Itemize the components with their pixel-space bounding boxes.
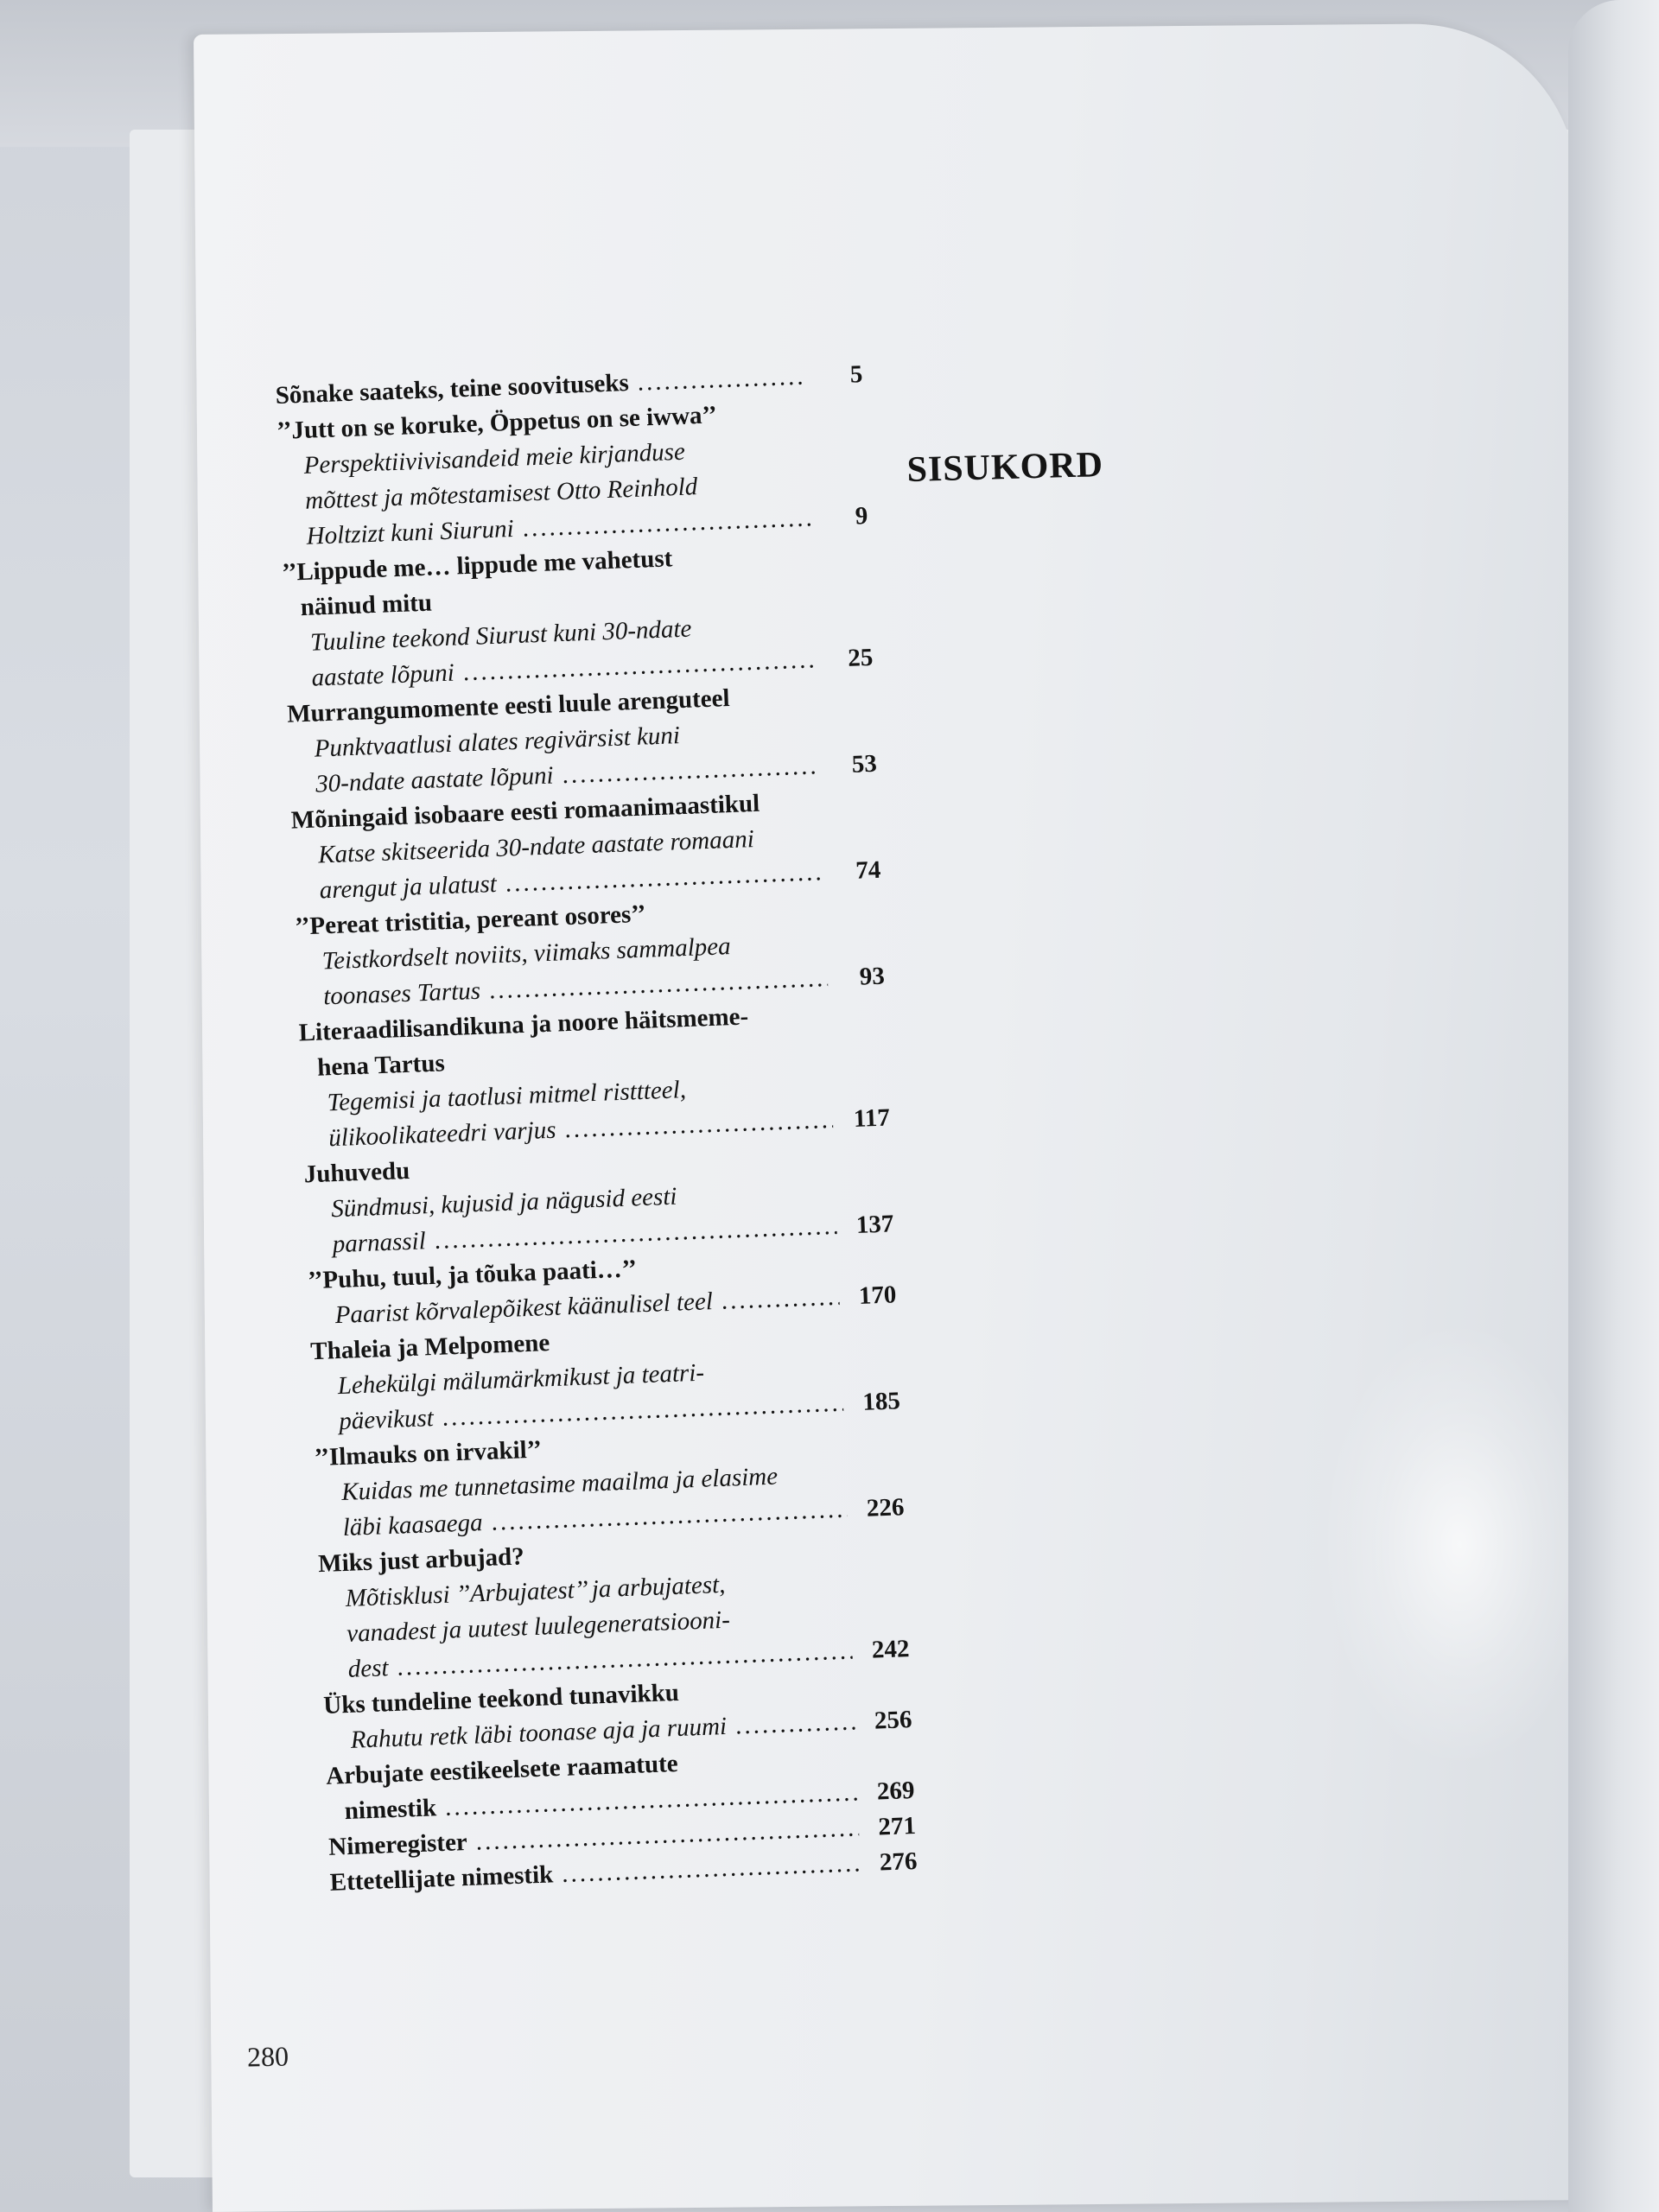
toc-entry: [314, 1419, 905, 1547]
toc-page-number: 25: [847, 643, 874, 672]
toc-title: ’’Ilmauks on irvakil’’: [314, 1435, 543, 1472]
toc-subtitle: parnassil: [332, 1227, 427, 1259]
toc-subtitle: Perspektiivivisandeid meie kirjanduse: [303, 437, 686, 480]
toc-page-number: 53: [851, 749, 878, 779]
toc-title: ’’Jutt on se koruke, Öppetus on se iwwa’’: [276, 401, 718, 445]
toc-entry: [298, 995, 891, 1158]
toc-page-number: 226: [866, 1493, 905, 1522]
toc-subtitle: Holtzizt kuni Siuruni: [306, 514, 515, 550]
dot-leader: [734, 1704, 855, 1744]
toc-entry: [303, 1135, 894, 1263]
toc-page-number: 93: [859, 962, 886, 991]
toc-page-number: 256: [874, 1706, 912, 1735]
toc-subtitle: Paarist kõrvalepõikest käänulisel teel: [334, 1287, 714, 1330]
toc-entry: [276, 392, 869, 556]
toc-subtitle: Rahutu retk läbi toonase aja ja ruumi: [350, 1712, 728, 1754]
toc-subtitle: Punktvaatlusi alates regivärsist kuni: [314, 721, 681, 763]
toc-page-number: 5: [849, 360, 863, 389]
toc-page-number: 276: [879, 1847, 918, 1877]
toc-subtitle: läbi kaasaega: [342, 1509, 484, 1541]
toc-page-number: 271: [877, 1811, 917, 1841]
toc-entry: [295, 888, 886, 1016]
facing-page-edge: [1568, 0, 1659, 2212]
toc-page-number: 117: [853, 1103, 891, 1134]
toc-subtitle: Mõtisklusi ’’Arbujatest’’ ja arbujatest,: [345, 1570, 726, 1612]
toc-title: Ettetellijate nimestik: [329, 1860, 554, 1897]
toc-title: nimestik: [344, 1794, 437, 1826]
toc-title: Mõningaid isobaare eesti romaanimaastikul: [290, 789, 760, 835]
toc-subtitle: Kuidas me tunnetasime maailma ja elasime: [340, 1462, 779, 1507]
dot-leader: [721, 1280, 840, 1319]
toc-subtitle: arengut ja ulatust: [319, 869, 498, 905]
toc-subtitle: päevikust: [338, 1404, 435, 1436]
light-glare: [1319, 1319, 1600, 1770]
toc-entry: [290, 782, 881, 910]
toc-subtitle: Tuuline teekond Siurust kuni 30-ndate: [309, 614, 692, 657]
toc-title: ’’Lippude me… lippude me vahetust: [281, 544, 673, 587]
toc-title: Juhuvedu: [303, 1156, 410, 1189]
toc-title: Miks just arbujad?: [317, 1542, 525, 1579]
toc-title: hena Tartus: [316, 1049, 446, 1082]
page-title: SISUKORD: [906, 445, 1104, 490]
toc-entry: [282, 534, 874, 697]
toc-subtitle: Teistkordselt noviits, viimaks sammalpea: [321, 932, 732, 976]
toc-title: Arbujate eestikeelsete raamatute: [325, 1749, 679, 1790]
toc-entry: [318, 1525, 911, 1688]
toc-title: Sõnake saateks, teine soovituseks: [275, 368, 630, 410]
toc-title: Thaleia ja Melpomene: [309, 1329, 550, 1366]
toc-page-number: 269: [876, 1776, 915, 1806]
toc-title: Nimeregister: [327, 1827, 468, 1861]
toc-subtitle: aastate lõpuni: [311, 658, 455, 692]
toc-entry: [310, 1313, 901, 1440]
toc-subtitle: toonases Tartus: [322, 976, 481, 1011]
toc-page-number: 170: [858, 1281, 897, 1310]
toc-subtitle: dest: [347, 1654, 390, 1683]
page-number: 280: [246, 2040, 289, 2073]
toc-subtitle: ülikoolikateedri varjus: [327, 1116, 557, 1153]
toc-title: Literaadilisandikuna ja noore häitsmeme-: [298, 1002, 749, 1047]
toc-subtitle: Lehekülgi mälumärkmikust ja teatri-: [337, 1358, 705, 1401]
toc-title: Üks tundeline teekond tunavikku: [322, 1678, 680, 1719]
toc-page-number: 185: [861, 1387, 901, 1416]
toc-subtitle: Katse skitseerida 30-ndate aastate romaani: [317, 825, 755, 869]
toc-subtitle: Sündmusi, kujusid ja nägusid eesti: [330, 1182, 677, 1224]
toc-title: ’’Puhu, tuul, ja tõuka paati…’’: [307, 1255, 638, 1295]
toc-title: Murrangumomente eesti luule arenguteel: [286, 683, 731, 728]
toc-page-number: 242: [871, 1635, 910, 1664]
toc-entry: [287, 676, 878, 804]
toc-subtitle: Tegemisi ja taotlusi mitmel risttteel,: [327, 1076, 687, 1117]
toc-page-number: 137: [855, 1210, 894, 1239]
dot-leader: [637, 359, 806, 401]
toc-title: ’’Pereat tristitia, pereant osores’’: [294, 899, 646, 941]
table-of-contents: [275, 357, 918, 1901]
toc-subtitle: 30-ndate aastate lõpuni: [315, 761, 555, 798]
toc-subtitle: mõttest ja mõtestamisest Otto Reinhold: [304, 473, 698, 515]
toc-title: näinud mitu: [300, 588, 433, 622]
toc-page-number: 74: [855, 855, 881, 885]
toc-page-number: 9: [855, 501, 868, 531]
toc-subtitle: vanadest ja uutest luulegeneratsiooni-: [346, 1605, 731, 1648]
